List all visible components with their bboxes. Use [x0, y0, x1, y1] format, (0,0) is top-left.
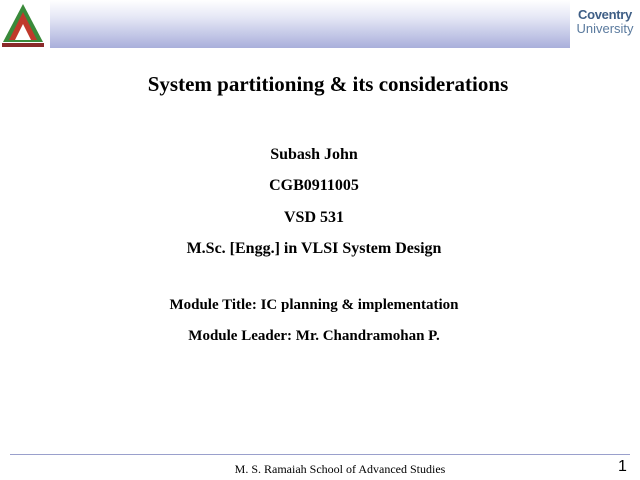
- program-name: M.Sc. [Engg.] in VLSI System Design: [186, 240, 442, 257]
- course-code: VSD 531: [283, 209, 344, 226]
- logo-line-1: Coventry: [578, 7, 632, 22]
- slide-title: System partitioning & its considerations: [147, 72, 509, 96]
- logo-line-2: University: [576, 21, 634, 36]
- author-name: Subash John: [270, 146, 358, 163]
- coventry-university-logo: [574, 8, 636, 48]
- module-leader: Module Leader: Mr. Chandramohan P.: [188, 328, 440, 344]
- footer-divider: [10, 454, 630, 455]
- module-title: Module Title: IC planning & implementation: [169, 297, 459, 313]
- header-band: [50, 0, 570, 48]
- page-number: 1: [618, 458, 627, 475]
- student-id: CGB0911005: [269, 177, 359, 194]
- msrsas-triangle-logo-icon: [0, 0, 46, 50]
- footer-institution: M. S. Ramaiah School of Advanced Studies: [234, 462, 446, 476]
